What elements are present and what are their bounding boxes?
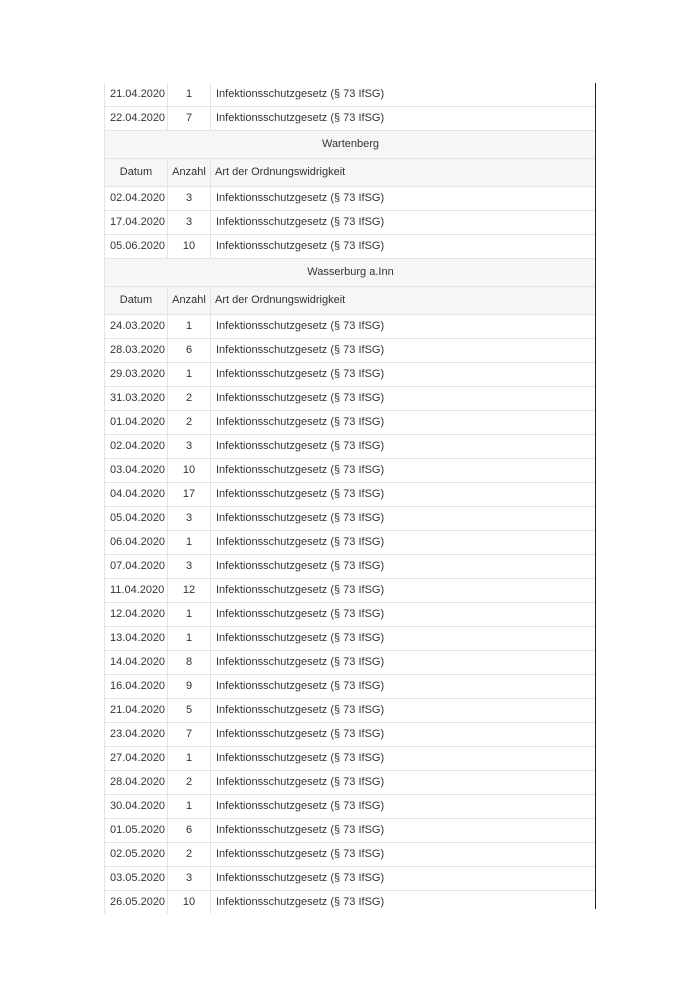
- cell-count: 10: [168, 235, 211, 259]
- cell-count: 10: [168, 459, 211, 483]
- section-title: Wartenberg: [105, 131, 597, 159]
- cell-type: Infektionsschutzgesetz (§ 73 IfSG): [211, 235, 597, 259]
- cell-type: Infektionsschutzgesetz (§ 73 IfSG): [211, 107, 597, 131]
- column-header-row: [105, 159, 597, 187]
- cell-type: Infektionsschutzgesetz (§ 73 IfSG): [211, 83, 597, 107]
- cell-type: Infektionsschutzgesetz (§ 73 IfSG): [211, 747, 597, 771]
- cell-date: 17.04.2020: [105, 211, 168, 235]
- cell-date: 16.04.2020: [105, 675, 168, 699]
- table-row: [105, 771, 597, 795]
- cell-type: Infektionsschutzgesetz (§ 73 IfSG): [211, 675, 597, 699]
- cell-date: 14.04.2020: [105, 651, 168, 675]
- table-row: [105, 235, 597, 259]
- cell-type: Infektionsschutzgesetz (§ 73 IfSG): [211, 211, 597, 235]
- table-row: [105, 747, 597, 771]
- cell-date: 03.04.2020: [105, 459, 168, 483]
- table-row: [105, 795, 597, 819]
- table-row: [105, 675, 597, 699]
- cell-type: Infektionsschutzgesetz (§ 73 IfSG): [211, 603, 597, 627]
- cell-date: 22.04.2020: [105, 107, 168, 131]
- cell-date: 02.05.2020: [105, 843, 168, 867]
- cell-date: 28.03.2020: [105, 339, 168, 363]
- table-row: [105, 315, 597, 339]
- table-row: [105, 387, 597, 411]
- cell-count: 2: [168, 387, 211, 411]
- cell-date: 03.05.2020: [105, 867, 168, 891]
- cell-type: Infektionsschutzgesetz (§ 73 IfSG): [211, 579, 597, 603]
- cell-date: 31.03.2020: [105, 387, 168, 411]
- cell-date: 28.04.2020: [105, 771, 168, 795]
- cell-count: 7: [168, 723, 211, 747]
- column-header-count: Anzahl: [168, 287, 211, 315]
- table-row: [105, 651, 597, 675]
- table-row: [105, 507, 597, 531]
- cell-count: 3: [168, 867, 211, 891]
- column-header-row: [105, 287, 597, 315]
- table-row: [105, 363, 597, 387]
- cell-count: 3: [168, 187, 211, 211]
- table-row: [105, 579, 597, 603]
- cell-type: Infektionsschutzgesetz (§ 73 IfSG): [211, 651, 597, 675]
- cell-count: 1: [168, 363, 211, 387]
- cell-date: 23.04.2020: [105, 723, 168, 747]
- cell-count: 2: [168, 411, 211, 435]
- table-row: [105, 603, 597, 627]
- cell-count: 3: [168, 435, 211, 459]
- cell-type: Infektionsschutzgesetz (§ 73 IfSG): [211, 315, 597, 339]
- cell-date: 29.03.2020: [105, 363, 168, 387]
- table-row: [105, 867, 597, 891]
- column-header-type: Art der Ordnungswidrigkeit: [211, 159, 597, 187]
- cell-count: 12: [168, 579, 211, 603]
- table-right-border: [595, 83, 596, 909]
- column-header-date: Datum: [105, 159, 168, 187]
- violations-table: [104, 83, 596, 914]
- table-row: [105, 107, 597, 131]
- cell-type: Infektionsschutzgesetz (§ 73 IfSG): [211, 187, 597, 211]
- cell-date: 27.04.2020: [105, 747, 168, 771]
- table-body: [105, 83, 597, 914]
- cell-date: 26.05.2020: [105, 891, 168, 915]
- cell-count: 1: [168, 603, 211, 627]
- cell-date: 13.04.2020: [105, 627, 168, 651]
- table-row: [105, 555, 597, 579]
- table-row: [105, 891, 597, 915]
- cell-date: 07.04.2020: [105, 555, 168, 579]
- cell-type: Infektionsschutzgesetz (§ 73 IfSG): [211, 771, 597, 795]
- cell-date: 11.04.2020: [105, 579, 168, 603]
- cell-type: Infektionsschutzgesetz (§ 73 IfSG): [211, 459, 597, 483]
- cell-type: Infektionsschutzgesetz (§ 73 IfSG): [211, 339, 597, 363]
- cell-type: Infektionsschutzgesetz (§ 73 IfSG): [211, 363, 597, 387]
- cell-count: 17: [168, 483, 211, 507]
- table-row: [105, 187, 597, 211]
- cell-count: 1: [168, 83, 211, 107]
- cell-type: Infektionsschutzgesetz (§ 73 IfSG): [211, 483, 597, 507]
- column-header-type: Art der Ordnungswidrigkeit: [211, 287, 597, 315]
- cell-date: 02.04.2020: [105, 435, 168, 459]
- cell-count: 1: [168, 531, 211, 555]
- cell-count: 6: [168, 819, 211, 843]
- cell-date: 21.04.2020: [105, 699, 168, 723]
- cell-date: 05.06.2020: [105, 235, 168, 259]
- cell-date: 05.04.2020: [105, 507, 168, 531]
- cell-type: Infektionsschutzgesetz (§ 73 IfSG): [211, 507, 597, 531]
- table-row: [105, 843, 597, 867]
- cell-count: 1: [168, 627, 211, 651]
- cell-date: 01.04.2020: [105, 411, 168, 435]
- cell-count: 1: [168, 747, 211, 771]
- cell-type: Infektionsschutzgesetz (§ 73 IfSG): [211, 555, 597, 579]
- cell-type: Infektionsschutzgesetz (§ 73 IfSG): [211, 411, 597, 435]
- cell-count: 3: [168, 211, 211, 235]
- cell-count: 10: [168, 891, 211, 915]
- cell-date: 06.04.2020: [105, 531, 168, 555]
- cell-type: Infektionsschutzgesetz (§ 73 IfSG): [211, 387, 597, 411]
- table-row: [105, 819, 597, 843]
- cell-count: 2: [168, 771, 211, 795]
- cell-type: Infektionsschutzgesetz (§ 73 IfSG): [211, 867, 597, 891]
- cell-count: 1: [168, 795, 211, 819]
- cell-type: Infektionsschutzgesetz (§ 73 IfSG): [211, 819, 597, 843]
- cell-date: 02.04.2020: [105, 187, 168, 211]
- cell-type: Infektionsschutzgesetz (§ 73 IfSG): [211, 531, 597, 555]
- column-header-count: Anzahl: [168, 159, 211, 187]
- cell-count: 9: [168, 675, 211, 699]
- cell-date: 21.04.2020: [105, 83, 168, 107]
- cell-count: 2: [168, 843, 211, 867]
- cell-type: Infektionsschutzgesetz (§ 73 IfSG): [211, 435, 597, 459]
- table-row: [105, 411, 597, 435]
- cell-count: 3: [168, 555, 211, 579]
- cell-count: 7: [168, 107, 211, 131]
- table-row: [105, 483, 597, 507]
- cell-type: Infektionsschutzgesetz (§ 73 IfSG): [211, 723, 597, 747]
- section-header-row: [105, 131, 597, 159]
- cell-count: 5: [168, 699, 211, 723]
- cell-type: Infektionsschutzgesetz (§ 73 IfSG): [211, 795, 597, 819]
- table-row: [105, 627, 597, 651]
- table-row: [105, 699, 597, 723]
- column-header-date: Datum: [105, 287, 168, 315]
- cell-type: Infektionsschutzgesetz (§ 73 IfSG): [211, 699, 597, 723]
- table-row: [105, 211, 597, 235]
- cell-count: 3: [168, 507, 211, 531]
- table-row: [105, 531, 597, 555]
- table-row: [105, 723, 597, 747]
- cell-date: 04.04.2020: [105, 483, 168, 507]
- cell-type: Infektionsschutzgesetz (§ 73 IfSG): [211, 843, 597, 867]
- section-title: Wasserburg a.Inn: [105, 259, 597, 287]
- table-row: [105, 83, 597, 107]
- cell-date: 30.04.2020: [105, 795, 168, 819]
- table-row: [105, 339, 597, 363]
- cell-date: 01.05.2020: [105, 819, 168, 843]
- table-row: [105, 459, 597, 483]
- cell-date: 24.03.2020: [105, 315, 168, 339]
- cell-count: 6: [168, 339, 211, 363]
- section-header-row: [105, 259, 597, 287]
- table-row: [105, 435, 597, 459]
- cell-type: Infektionsschutzgesetz (§ 73 IfSG): [211, 891, 597, 915]
- cell-count: 1: [168, 315, 211, 339]
- cell-date: 12.04.2020: [105, 603, 168, 627]
- cell-type: Infektionsschutzgesetz (§ 73 IfSG): [211, 627, 597, 651]
- cell-count: 8: [168, 651, 211, 675]
